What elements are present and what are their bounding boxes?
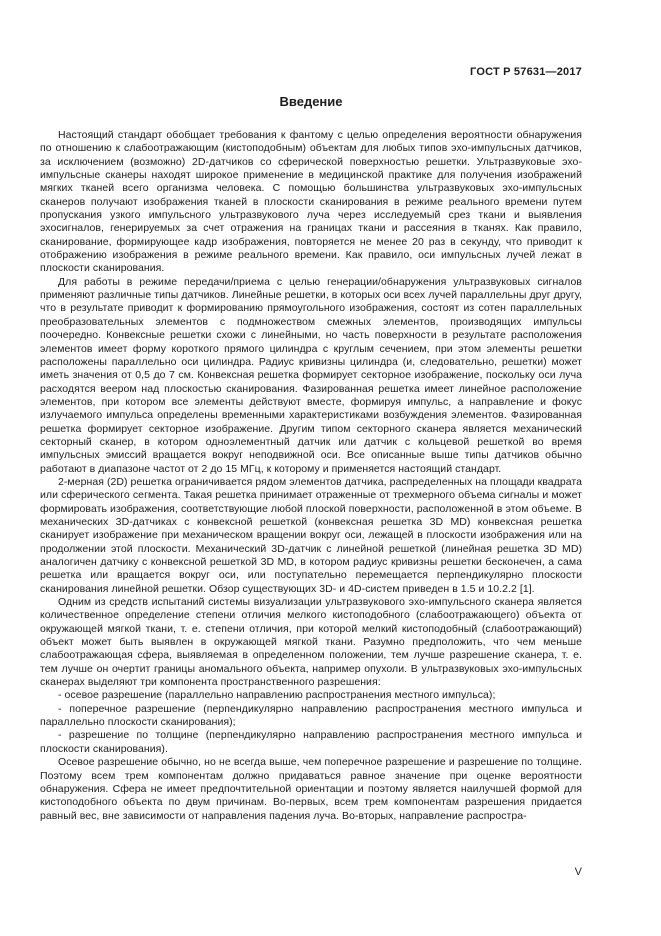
paragraph: Для работы в режиме передачи/приема с целью генерации/обнаружения ультразвуковых сигналов применяют различные типы датчиков. Линейные решетки, в которых оси всех лучей параллельны друг другу, что в результате приводит к формированию прямоугольного изображения, состоят из сотен параллельных преобразовательных элементов с подмножеством смежных элементов, производящих импульсы поочередно. Конвексные решетки схожи с линейными, но часть поверхности в результате расположения элементов имеет форму короткого прямого цилиндра с круглым сечением, при этом элементы решетки расположены параллельно оси цилиндра. Радиус кривизны цилиндра (и, следовательно, решетки) может иметь значения от 0,5 до 7 см. Конвексная решетка формирует секторное изображение, поскольку оси луча расходятся веером над плоскостью сканирования. Фазированная решетка имеет линейное расположение элементов, при котором все элементы действуют вместе, формируя импульс, а направление и фокус излучаемого импульса определены временными характеристиками возбуждения элементов. Фазированная решетка формирует секторное изображение. Другим типом секторного сканера является механический секторный сканер, в котором одноэлементный датчик или датчик с кольцевой решеткой во время импульсных эмиссий вращается вокруг неподвижной оси. Все описанные выше типы датчиков обычно работают в диапазоне частот от 2 до 15 МГц, к которому и применяется настоящий стандарт.	[40, 275, 582, 475]
page-number: V	[574, 866, 582, 878]
paragraph: Одним из средств испытаний системы визуализации ультразвукового эхо-импульсного сканера является количественное определение степени отличия мелкого кистоподобного (слабоотражающего) объекта от окружающей мягкой ткани, т. е. степени отличия, при которой мелкий кистоподобный (слабоотражающий) объект может быть выявлен в окружающей мягкой ткани. Разумно предположить, что чем меньше слабоотражающая сфера, выявляемая в определенном положении, тем лучше разрешение сканера, т. е. тем лучше он очертит границы аномального объекта, например опухоли. В ультразвуковых эхо-импульсных сканерах выделяют три компонента пространственного разрешения:	[40, 596, 582, 689]
paragraph: - осевое разрешение (параллельно направлению распространения местного импульса);	[58, 689, 496, 702]
section-title: Введение	[279, 94, 343, 109]
paragraph: Настоящий стандарт обобщает требования к фантому с целью определения вероятности обнаружения по отношению к слабоотражающим (кистоподобным) объектам для любых типов эхо-импульсных датчиков, за исключением (возможно) 2D-датчиков со сферической поверхностью решетки. Ультразвуковые эхо-импульсные сканеры находят широкое применение в медицинской практике для получения изображений мягких тканей всего организма человека. С помощью большинства ультразвуковых эхо-импульсных сканеров получают изображения тканей в плоскости сканирования в режиме реального времени путем пропускания узкого импульсного ультразвукового луча через исследуемый срез ткани и выявления эхосигналов, генерируемых за счет отражения на границах ткани и рассеяния в тканях. Как правило, сканирование, формирующее кадр изображения, повторяется не менее 20 раз в секунду, что приводит к отображению изображения в режиме реального времени. Как правило, оси импульсных лучей лежат в плоскости сканирования.	[40, 129, 582, 275]
paragraph: 2-мерная (2D) решетка ограничивается рядом элементов датчика, распределенных на площади квадрата или сферического сегмента. Такая решетка принимает отраженные от трехмерного объема сигналы и может формировать изображения, соответствующие любой плоской поверхности, расположенной в этом объеме. В механических 3D-датчиках с конвексной решеткой (конвексная решетка 3D MD) конвексная решетка сканирует изображение при механическом вращении вокруг оси, лежащей в плоскости изображения или на продолжении этой плоскости. Механический 3D-датчик с линейной решеткой (линейная решетка 3D MD) аналогичен датчику с конвексной решеткой 3D MD, в котором радиус кривизны решетки бесконечен, а сама решетка или вращается вокруг оси, или поступательно перемещается перпендикулярно плоскости сканирования линейной решетки. Обзор существующих 3D- и 4D-систем приведен в 1.5 и 10.2.2 [1].	[40, 475, 582, 595]
standard-code-header: ГОСТ Р 57631—2017	[470, 66, 582, 78]
paragraph: - разрешение по толщине (перпендикулярно направлению распространения местного импульса и плоскости сканирования).	[40, 729, 582, 755]
body-text	[40, 129, 582, 823]
paragraph: Осевое разрешение обычно, но не всегда выше, чем поперечное разрешение и разрешение по толщине. Поэтому всем трем компонентам должно придаваться равное значение при оценке вероятности обнаружения. Сфера не имеет предпочтительной ориентации и поэтому является наилучшей формой для кистоподобного объекта по двум причинам. Во-первых, всем трем компонентам разрешения придается равный вес, вне зависимости от направления падения луча. Во-вторых, направление распростра-	[40, 756, 582, 822]
paragraph: - поперечное разрешение (перпендикулярно направлению распространения местного импульса и параллельно плоскости сканирования);	[40, 702, 582, 729]
